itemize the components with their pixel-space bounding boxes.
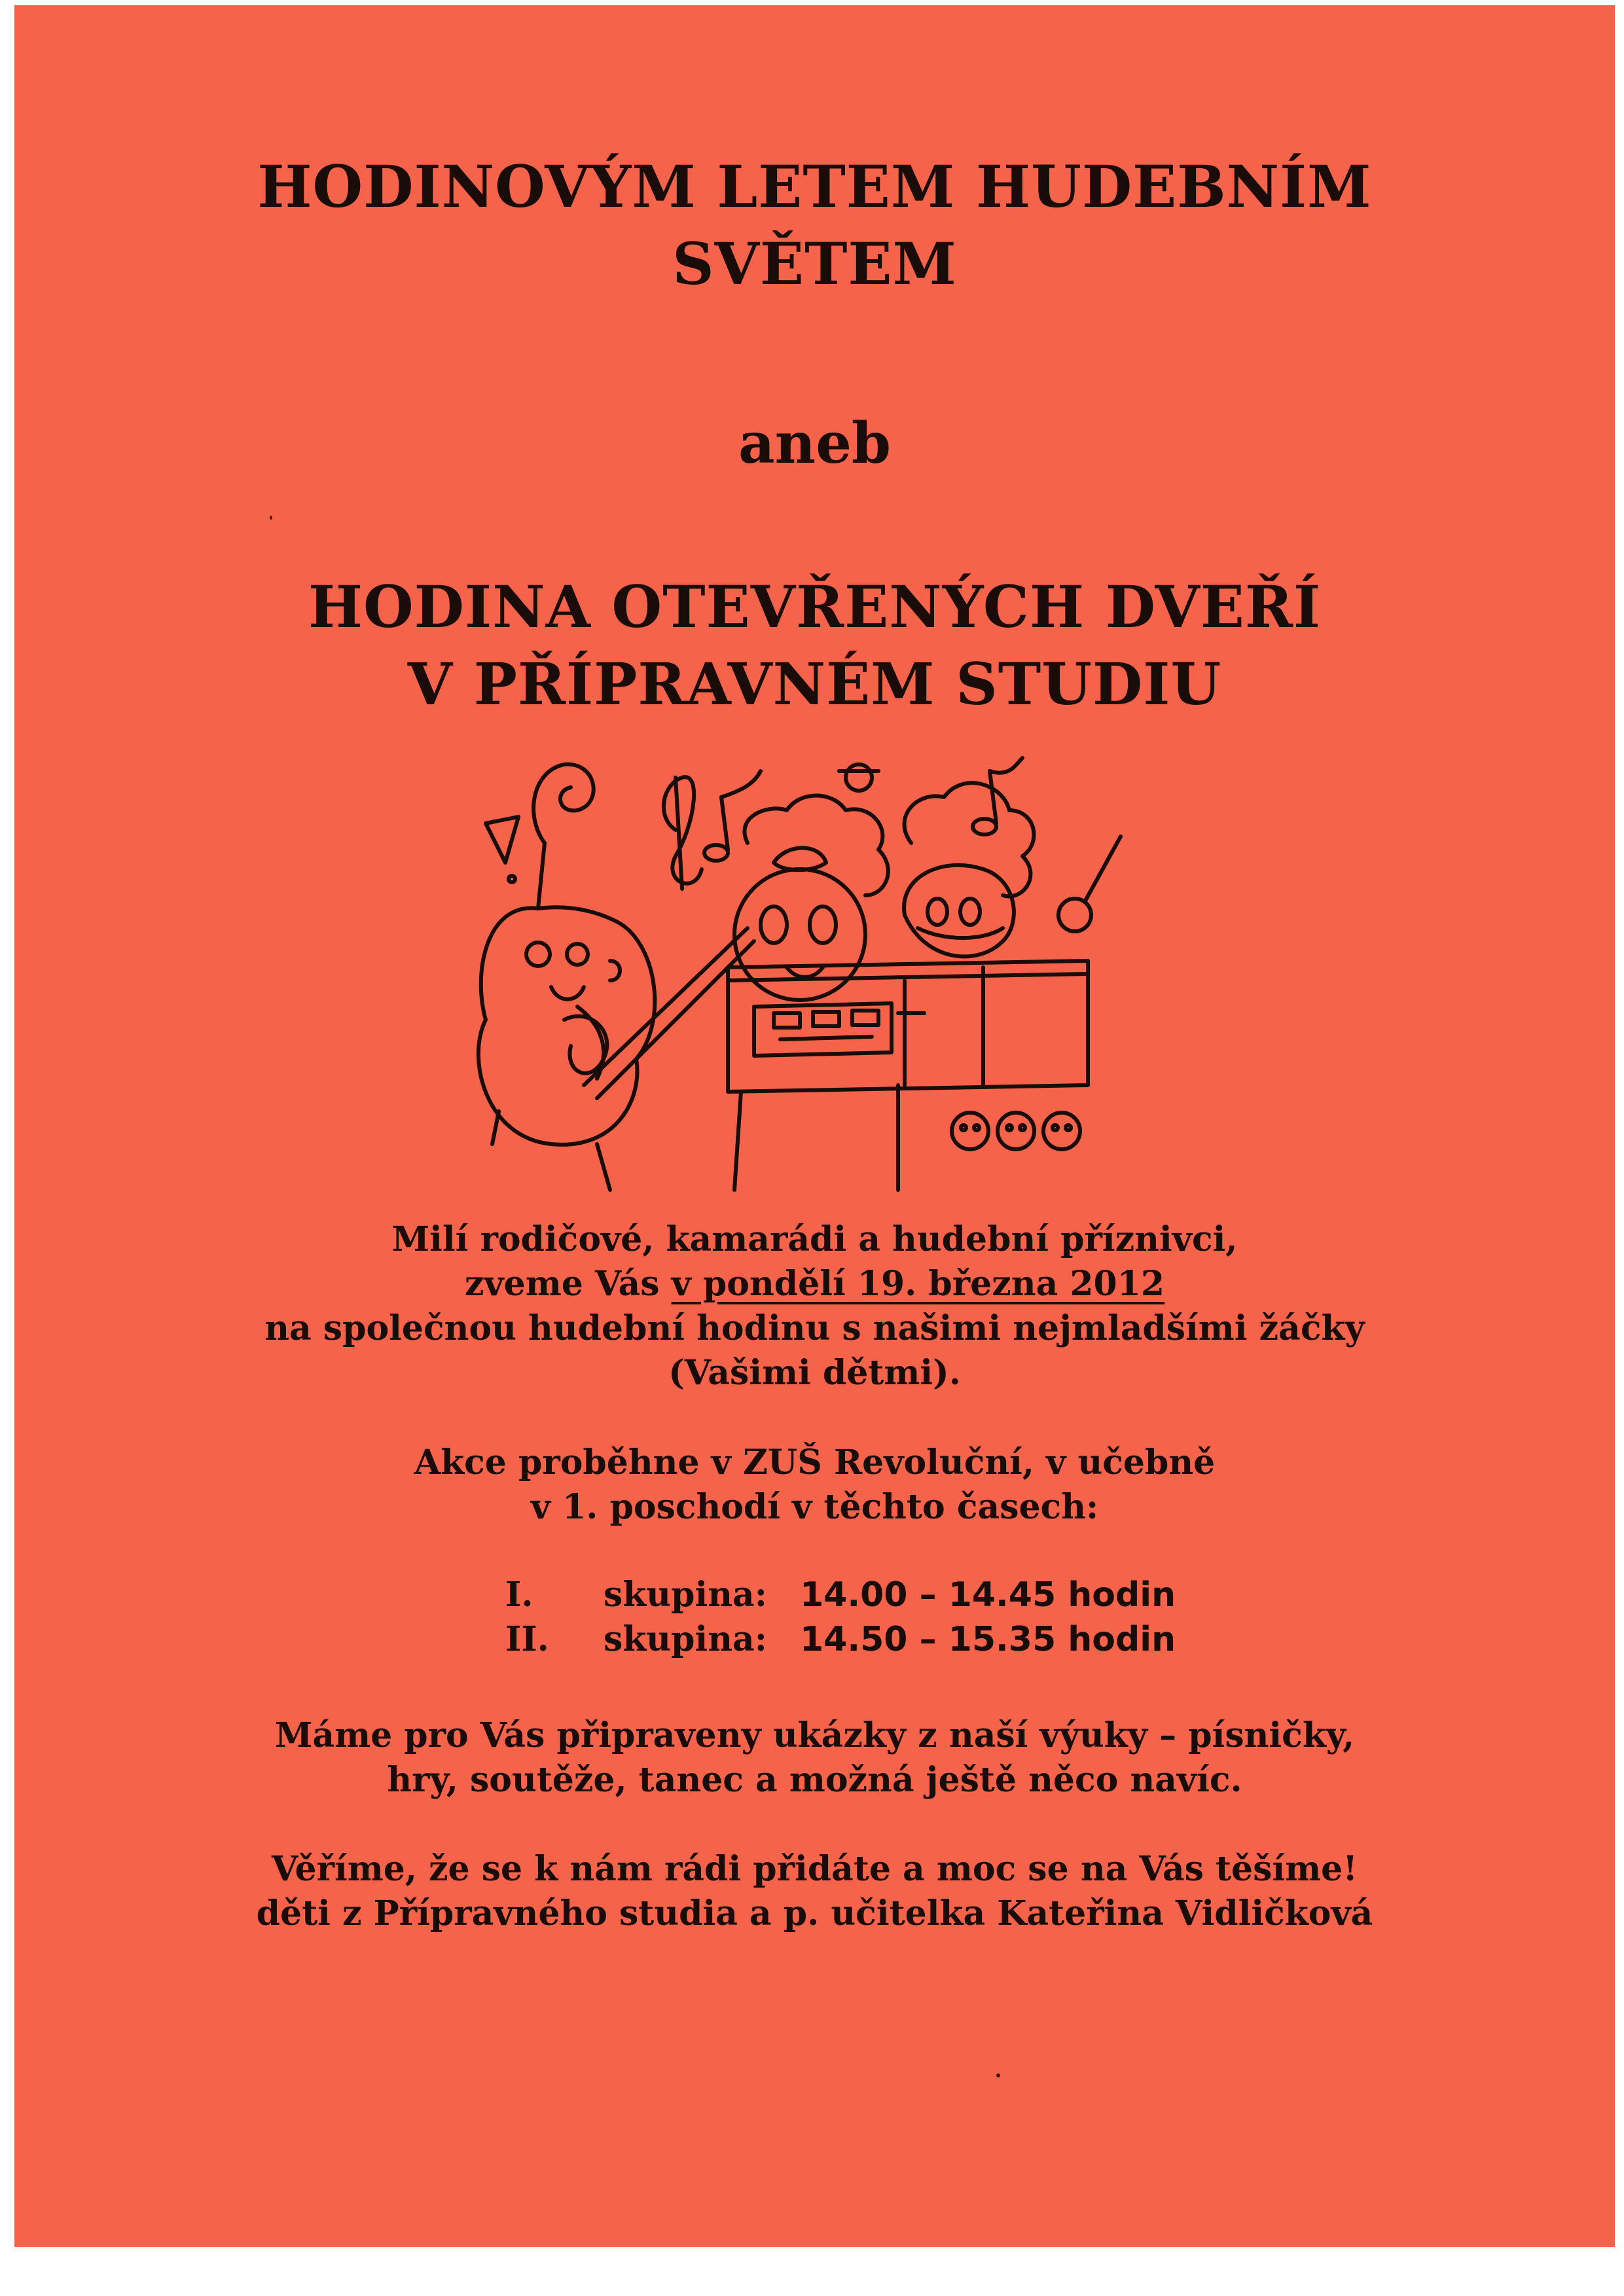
music-kids-illustration <box>446 745 1166 1203</box>
group-number: II. <box>505 1619 549 1659</box>
main-title-line1: HODINOVÝM LETEM HUDEBNÍM <box>257 152 1372 221</box>
main-title-line2: SVĚTEM <box>672 230 957 298</box>
group-time: 14.00 – 14.45 hodin <box>800 1575 1176 1615</box>
subtitle-line1: HODINA OTEVŘENÝCH DVEŘÍ <box>308 573 1322 641</box>
group-label: skupina: <box>604 1619 767 1659</box>
scan-speck <box>270 516 272 520</box>
schedule-row <box>505 1617 1176 1662</box>
invitation-line4: (Vašimi dětmi). <box>668 1353 961 1393</box>
program-line1: Máme pro Vás připraveny ukázky z naší výuky – písničky, <box>274 1715 1355 1755</box>
invitation-paragraph <box>14 1217 1615 1395</box>
invitation-line2 <box>14 1262 1615 1306</box>
invitation-line1: Milí rodičové, kamarádi a hudební příznivci, <box>391 1219 1238 1259</box>
schedule <box>505 1573 1176 1662</box>
scan-speck <box>996 2073 1000 2077</box>
invitation-prefix: zveme Vás <box>464 1264 660 1304</box>
poster-sheet <box>14 5 1615 2247</box>
location-paragraph <box>14 1441 1615 1530</box>
schedule-row <box>505 1573 1176 1617</box>
program-paragraph <box>14 1713 1615 1803</box>
location-line2: v 1. poschodí v těchto časech: <box>530 1487 1099 1527</box>
location-line1: Akce proběhne v ZUŠ Revoluční, v učebně <box>414 1443 1216 1482</box>
group-label: skupina: <box>604 1575 767 1615</box>
subtitle-line2: V PŘÍPRAVNÉM STUDIU <box>407 650 1222 718</box>
main-title <box>14 148 1615 302</box>
closing-line1: Věříme, že se k nám rádi přidáte a moc se na Vás těšíme! <box>271 1849 1358 1889</box>
group-number: I. <box>505 1575 533 1615</box>
signature-line: děti z Přípravného studia a p. učitelka Kateřina Vidličková <box>256 1893 1373 1933</box>
connector-word: aneb <box>738 410 892 476</box>
closing-paragraph <box>14 1847 1615 1936</box>
group-time: 14.50 – 15.35 hodin <box>800 1620 1176 1659</box>
event-date: v pondělí 19. března 2012 <box>671 1264 1165 1304</box>
program-line2: hry, soutěže, tanec a možná ještě něco navíc. <box>387 1760 1242 1800</box>
invitation-line3: na společnou hudební hodinu s našimi nejmladšími žáčky <box>264 1308 1365 1348</box>
subtitle <box>14 568 1615 723</box>
